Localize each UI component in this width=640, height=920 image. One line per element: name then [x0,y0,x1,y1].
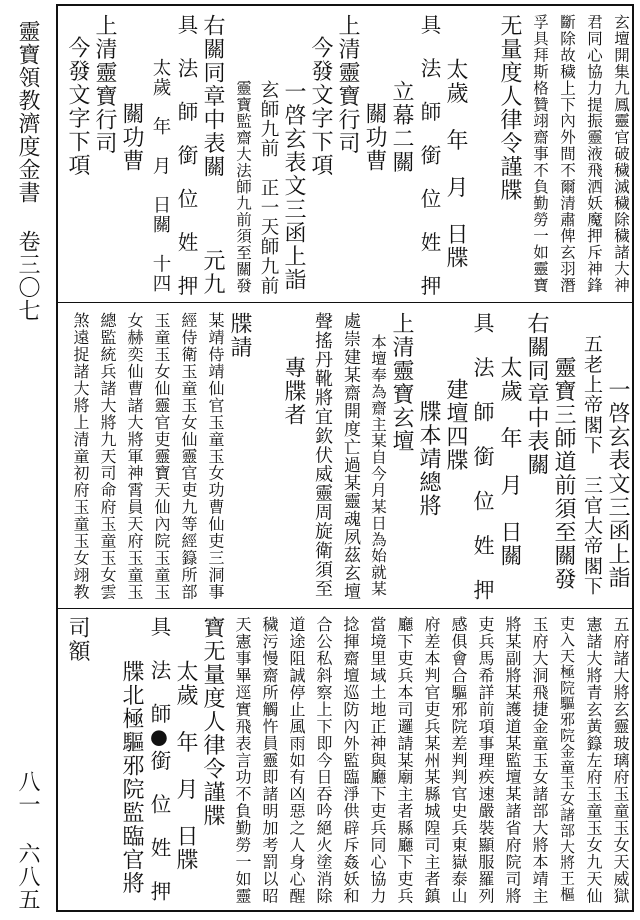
margin-title [2,20,52,322]
text-column: 天憲事畢逕實飛表言功不負勤勞一如靈 [233,616,252,905]
text-column: 具 法 師●銜 位 姓 押 [147,616,171,902]
margin-page [2,770,52,911]
text-column: 穢污慢齋所觸忤員靈即諸明加考罰以昭 [260,616,279,905]
text-column: 君同心協力提振靈液飛洒妖魔押斥神鋒 [585,14,603,294]
text-column: 上清靈寶玄壇 [389,312,414,453]
text-column: 太歲 年 月 日牒 [443,58,468,270]
text-column: 今發文字下項 [308,36,333,177]
page-number: 八一 六八五 [15,770,40,911]
text-column: 上清靈寶行司 [92,14,117,155]
text-column: 建壇四牒 [443,378,468,472]
text-column: 捻揮齋壇巡防內外監臨淨供辟斥姦妖和 [341,616,360,905]
text-column: 玄壇開集九鳳靈官破穢滅穢除穢諸大神 [612,14,630,294]
book-title: 靈寶領教濟度金書 卷三〇七 [15,20,40,322]
text-column [88,616,115,906]
text-column: 靈寶三師道前須至關發 [551,356,576,591]
panel-divider [56,608,634,609]
text-column: 右關同章中表關 元九 [200,14,225,296]
text-column: 專牒者 [281,356,306,427]
text-column: 牒請 [227,312,252,359]
text-column: 玄師九前 正一天師九前 [258,80,279,296]
text-column: 今發文字下項 [65,36,90,177]
text-panel-bottom [62,616,628,906]
text-column: 立幕二關 [389,80,414,174]
text-column: 一啓玄表文三函上詣 [281,80,306,292]
text-column: 司額 [65,616,90,663]
text-column: 當境里域土地正神與廳下吏兵同心協力 [368,616,387,905]
text-column: 太歲 年 月 日關 十四 [150,58,171,294]
text-column: 總監統兵諸大將九天司命府玉童玉女雲 [98,312,117,601]
text-column: 无量度人律令謹牒 [497,14,522,202]
text-column: 府差本判官吏兵某州某縣城隍司主者鎮 [422,616,441,905]
text-column: 太歲 年 月 日關 [497,356,522,568]
text-column [250,312,277,602]
text-column: 具 法 師 銜 位 姓 押 [417,14,441,297]
text-column: 感俱會合驅邪院差判判官史兵東嶽泰山 [449,616,468,905]
text-column: 吏入天極院驅邪院金童玉女諸部大將王樞 [558,616,576,903]
text-column: 將某副將某護道某監壇某諸省府院司將 [503,616,522,905]
text-column: 玉童玉女仙靈官吏靈寶天仙內院玉童玉 [152,312,171,601]
panel-divider [56,302,634,303]
text-column: 寶无量度人律令謹牒 [200,616,225,828]
text-column: 某靖侍靖仙官玉童玉女功曹仙吏三洞事 [206,312,225,601]
text-column: 經侍衛玉童玉女仙靈官吏九等經籙所部 [179,312,198,601]
text-column: 憲諸大將青玄黃籙左府玉童玉女九天仙 [584,616,603,905]
text-column: 五府諸大將玄靈玻璃府玉童玉女天威獄 [611,616,630,905]
text-column: 上清靈寶行司 [335,14,360,155]
text-column: 關功曹 [119,102,144,173]
text-column: 牒本靖總將 [416,400,441,518]
text-column: 關功曹 [362,102,387,173]
text-column: 處崇建某齋開度亡過某靈魂夙茲玄壇 [340,312,360,601]
text-column: 聲搖丹靴將宜欽伏威靈周旋衛須至 [312,312,333,599]
text-column: 孚具拜斯格贊翊齋事不負勤勞一如靈寶 [531,14,549,294]
text-column: 本壇奉為齋主某自今月某日為始就某 [369,334,387,597]
text-column: 道途阻誠停止風雨如有凶惡之人身心醒 [287,616,306,905]
text-column: 合公私斜察上下即今日吞吟絕火塗消除 [314,616,333,905]
text-column: 廳下吏兵本司邏請某廟主者縣廳下吏兵 [395,616,414,905]
text-column: 女赫奕仙曹諸大將軍神霄員天府玉童玉 [125,312,144,601]
text-column: 靈寶監齋大法師九前須至關發 [234,80,252,294]
text-column: 具 法 師 銜 位 姓 押 [174,14,198,297]
text-panel-top [62,14,628,298]
text-column: 具 法 師 銜 位 姓 押 [471,312,495,602]
text-column: 斷除故穢上下內外間不爾清肅俾玄羽潛 [558,14,576,294]
text-column: 牒北極驅邪院監臨官將 [119,660,144,895]
text-column: 吏兵馬希詳前項事理疾速嚴裝顯服羅列 [476,616,495,905]
text-column: 五老上帝閣下 三官大帝閣下 [581,334,603,596]
text-column: 煞遠捉諸大將上清童初府玉童玉女翊教 [71,312,90,601]
text-column: 太歲 年 月 日牒 [173,660,198,872]
text-column [466,14,493,298]
text-panel-middle [62,312,628,602]
text-column: 玉府大洞飛捷金童玉女諸部大將本靖主 [530,616,549,905]
text-column: 一啓玄表文三函上詣 [605,378,630,590]
text-column: 右關同章中表關 [524,312,549,477]
